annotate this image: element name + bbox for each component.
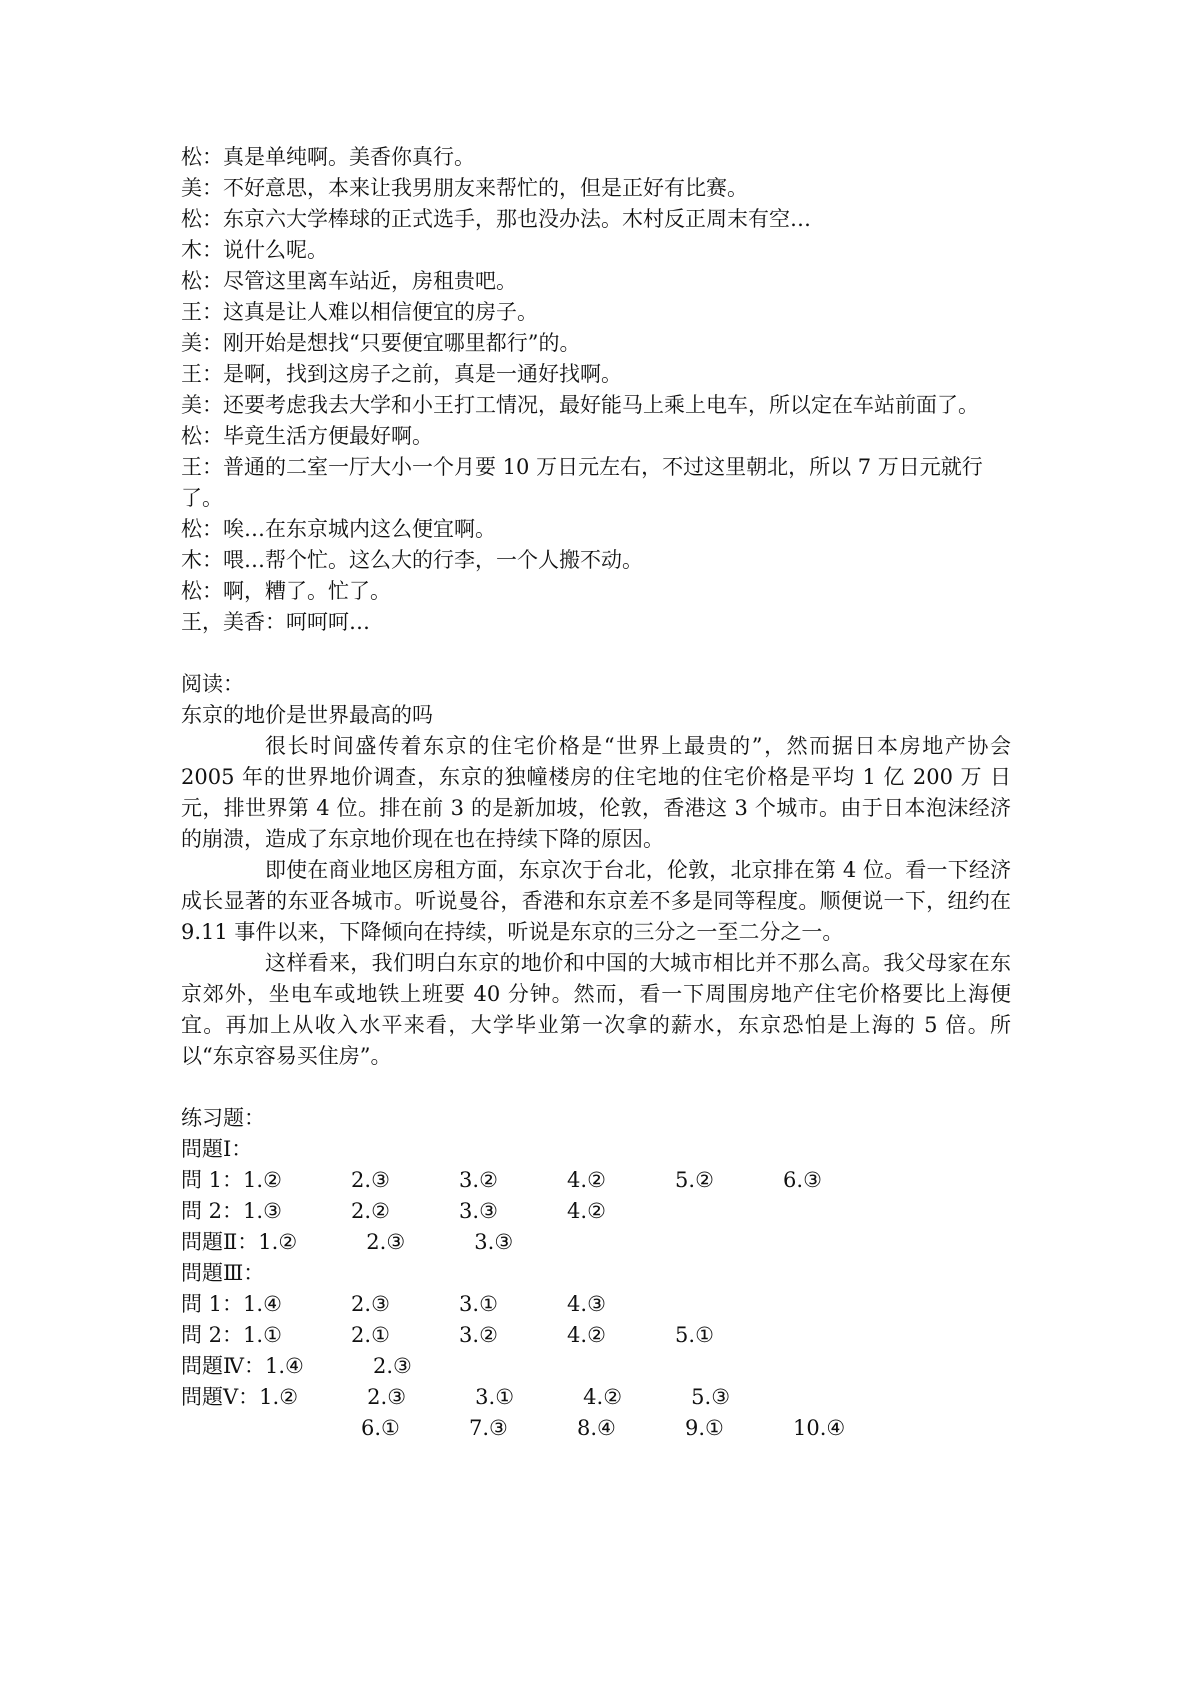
answer-item: 2.③ — [372, 1354, 412, 1378]
exercises-section — [181, 1103, 1011, 1444]
dialogue-line: 松：毕竟生活方便最好啊。 — [181, 424, 433, 448]
answer-item: 2.③ — [367, 1385, 407, 1409]
answer-row-q5-2 — [181, 1413, 1011, 1444]
answer-item: 6.① — [361, 1416, 400, 1440]
answer-item: 5.② — [675, 1168, 714, 1192]
answer-row-q3-2 — [181, 1320, 1011, 1351]
answer-item: 3.① — [475, 1385, 515, 1409]
answer-item: 4.② — [567, 1323, 606, 1347]
dialogue-line: 松：真是单纯啊。美香你真行。 — [181, 145, 475, 169]
answer-row-q1-1 — [181, 1165, 1011, 1196]
answer-row-q4 — [181, 1351, 1011, 1382]
spacer — [181, 638, 1011, 669]
answer-row-q2 — [181, 1227, 1011, 1258]
answer-row-q1-2 — [181, 1196, 1011, 1227]
dialogue-line: 松：尽管这里离车站近，房租贵吧。 — [181, 269, 517, 293]
answer-item: 1.② — [258, 1230, 298, 1254]
answer-item: 4.② — [583, 1385, 623, 1409]
answer-row-q5-1 — [181, 1382, 1011, 1413]
dialogue-line: 王：是啊，找到这房子之前，真是一通好找啊。 — [181, 362, 622, 386]
reading-paragraph: 即使在商业地区房租方面，东京次于台北，伦敦，北京排在第 4 位。看一下经济成长显著的东亚各城市。听说曼谷，香港和东京差不多是同等程度。顺便说一下，纽约在 9.11 事件以来，下降倾向在持续，听说是东京的三分之一至二分之一。 — [181, 858, 1011, 944]
reading-title: 东京的地价是世界最高的吗 — [181, 703, 433, 727]
answer-item: 1.④ — [243, 1292, 282, 1316]
reading-paragraph: 很长时间盛传着东京的住宅价格是“世界上最贵的”，然而据日本房地产协会 2005 年的世界地价调查，东京的独幢楼房的住宅地的住宅价格是平均 1 亿 200 万 日元，排世界第 4 位。排在前 3 的是新加坡，伦敦，香港这 3 个城市。由于日本泡沫经济的崩溃，造成了东京地价现在也在持续下降的原因。 — [181, 734, 1011, 851]
answer-item: 6.③ — [783, 1168, 822, 1192]
answer-label: 問 2： — [181, 1199, 244, 1223]
answer-item: 1.② — [243, 1168, 282, 1192]
dialogue-line: 木：说什么呢。 — [181, 238, 328, 262]
answer-item: 4.② — [567, 1168, 606, 1192]
answer-item: 4.② — [567, 1199, 606, 1223]
dialogue-line: 松：唉…在东京城内这么便宜啊。 — [181, 517, 496, 541]
dialogue-line: 松：东京六大学棒球的正式选手，那也没办法。木村反正周末有空… — [181, 207, 811, 231]
reading-section — [181, 669, 1011, 1072]
dialogue-line: 王：普通的二室一厅大小一个月要 10 万日元左右，不过这里朝北，所以 7 万日元就行了。 — [181, 455, 983, 510]
answer-item: 2.① — [351, 1323, 390, 1347]
dialogue-line: 王：这真是让人难以相信便宜的房子。 — [181, 300, 538, 324]
dialogue-section — [181, 142, 1011, 638]
answer-label: 問題Ⅳ： — [181, 1354, 265, 1378]
dialogue-line: 美：还要考虑我去大学和小王打工情况，最好能马上乘上电车，所以定在车站前面了。 — [181, 393, 979, 417]
reading-paragraph: 这样看来，我们明白东京的地价和中国的大城市相比并不那么高。我父母家在东京郊外，坐电车或地铁上班要 40 分钟。然而，看一下周围房地产住宅价格要比上海便宜。再加上从收入水平来看，大学毕业第一次拿的薪水，东京恐怕是上海的 5 倍。所以“东京容易买住房”。 — [181, 951, 1011, 1068]
answer-item: 2.③ — [351, 1168, 390, 1192]
dialogue-line: 美：不好意思，本来让我男朋友来帮忙的，但是正好有比赛。 — [181, 176, 748, 200]
answer-item: 9.① — [685, 1416, 724, 1440]
answer-item: 3.① — [459, 1292, 498, 1316]
answer-item: 3.③ — [459, 1199, 498, 1223]
answer-item: 1.④ — [264, 1354, 304, 1378]
answer-item: 1.① — [243, 1323, 282, 1347]
answer-item: 7.③ — [469, 1416, 508, 1440]
answer-item: 2.② — [351, 1199, 390, 1223]
exercises-heading: 练习题： — [181, 1106, 265, 1130]
question-3-heading: 問題Ⅲ： — [181, 1261, 265, 1285]
answer-item: 4.③ — [567, 1292, 606, 1316]
answer-item: 1.② — [259, 1385, 299, 1409]
question-1-heading: 問題Ⅰ： — [181, 1137, 253, 1161]
answer-item: 10.④ — [793, 1416, 846, 1440]
answer-row-q3-1 — [181, 1289, 1011, 1320]
answer-item: 3.③ — [474, 1230, 514, 1254]
answer-label: 問 1： — [181, 1292, 244, 1316]
document-page — [181, 142, 1011, 1444]
answer-label: 問 2： — [181, 1323, 244, 1347]
answer-item: 2.③ — [351, 1292, 390, 1316]
answer-label: 問 1： — [181, 1168, 244, 1192]
spacer — [181, 1072, 1011, 1103]
dialogue-line: 美：刚开始是想找“只要便宜哪里都行”的。 — [181, 331, 581, 355]
answer-item: 3.② — [459, 1323, 498, 1347]
answer-label: 問題Ⅴ： — [181, 1385, 260, 1409]
dialogue-line: 松：啊，糟了。忙了。 — [181, 579, 391, 603]
answer-item: 3.② — [459, 1168, 498, 1192]
dialogue-line: 王，美香：呵呵呵… — [181, 610, 370, 634]
answer-item: 8.④ — [577, 1416, 616, 1440]
reading-heading: 阅读： — [181, 672, 244, 696]
dialogue-line: 木：喂…帮个忙。这么大的行李，一个人搬不动。 — [181, 548, 643, 572]
answer-item: 5.① — [675, 1323, 714, 1347]
answer-item: 1.③ — [243, 1199, 282, 1223]
answer-item: 5.③ — [691, 1385, 731, 1409]
answer-item: 2.③ — [366, 1230, 406, 1254]
answer-label: 問題Ⅱ： — [181, 1230, 259, 1254]
